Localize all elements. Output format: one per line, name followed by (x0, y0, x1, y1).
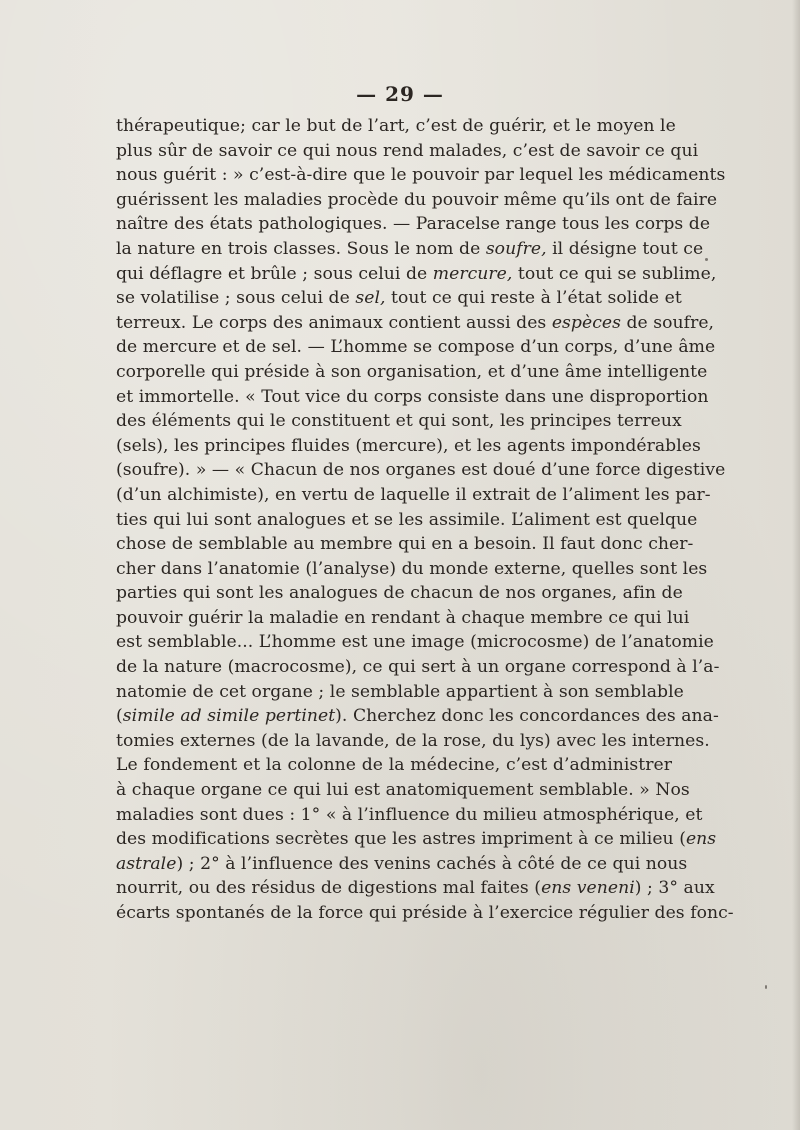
text-line (116, 876, 715, 901)
italic-text: simile ad simile pertinet (122, 706, 336, 727)
text-line (116, 212, 711, 237)
text-line (116, 630, 714, 655)
page-number: — 29 — (356, 82, 444, 106)
text-line (116, 237, 704, 262)
text-line (116, 409, 682, 434)
text-segment: se volatilise ; sous celui de (116, 288, 356, 309)
text-line (116, 262, 717, 287)
text-segment: nourrit, ou des résidus de digestions mal faites ( (116, 878, 542, 899)
text-segment: guérissent les maladies procède du pouvoir même qu’ils ont de faire (116, 189, 718, 210)
body-text (116, 114, 734, 926)
text-line (116, 508, 698, 533)
italic-text: espèces (551, 312, 621, 333)
text-line (116, 803, 703, 828)
text-segment: ( (116, 706, 123, 727)
text-segment: terreux. Le corps des animaux contient aussi des (116, 312, 552, 333)
text-segment: maladies sont dues : 1° « à l’influence du milieu atmosphérique, et (116, 804, 703, 825)
text-line (116, 458, 726, 483)
text-segment: écarts spontanés de la force qui préside à l’exercice régulier des fonc- (116, 903, 734, 923)
text-line (116, 483, 711, 508)
text-line (116, 163, 726, 188)
italic-text: ens (685, 829, 717, 850)
text-segment: la nature en trois classes. Sous le nom de (116, 238, 486, 259)
text-segment: il désigne tout ce (546, 238, 704, 259)
text-segment: des éléments qui le constituent et qui sont, les principes terreux (116, 411, 682, 432)
text-segment: tout ce qui se sublime, (512, 263, 717, 284)
paper-speck (765, 985, 767, 989)
text-segment: Le fondement et la colonne de la médecine, c’est d’administrer (116, 755, 672, 776)
italic-text: soufre, (485, 238, 547, 259)
text-segment: parties qui sont les analogues de chacun de nos organes, afin de (116, 583, 683, 604)
text-segment: ties qui lui sont analogues et se les assimile. L’aliment est quelque (116, 509, 698, 530)
text-segment: de soufre, (620, 312, 715, 333)
text-segment: des modifications secrètes que les astres impriment à ce milieu ( (116, 829, 686, 850)
page-edge-shadow (792, 0, 800, 1130)
text-line (116, 753, 672, 778)
text-line (116, 385, 709, 410)
text-segment: plus sûr de savoir ce qui nous rend malades, c’est de savoir ce qui (116, 140, 699, 161)
text-segment: tout ce qui reste à l’état solide et (385, 288, 682, 309)
text-segment: (soufre). » — « Chacun de nos organes est doué d’une force digestive (116, 460, 726, 481)
text-line (116, 655, 720, 680)
italic-text: ens veneni (541, 878, 635, 899)
text-line (116, 680, 684, 705)
text-segment: tomies externes (de la lavande, de la rose, du lys) avec les internes. (116, 730, 710, 751)
text-segment: thérapeutique; car le but de l’art, c’est de guérir, et le moyen le (116, 116, 676, 136)
text-line (116, 729, 710, 754)
text-segment: naître des états pathologiques. — Paracelse range tous les corps de (116, 214, 711, 235)
text-line (116, 335, 716, 360)
text-line (116, 581, 683, 606)
text-line (116, 606, 690, 631)
text-segment: et immortelle. « Tout vice du corps consiste dans une disproportion (116, 386, 709, 407)
text-line (116, 139, 699, 164)
italic-text: mercure, (432, 263, 513, 284)
text-segment: qui déflagre et brûle ; sous celui de (116, 263, 433, 284)
text-line (116, 434, 701, 459)
text-line (116, 901, 734, 926)
italic-text: sel, (355, 288, 386, 309)
text-line (116, 114, 676, 139)
text-line (116, 557, 708, 582)
text-segment: (sels), les principes fluides (mercure), et les agents impondérables (116, 435, 701, 456)
text-line (116, 778, 690, 803)
text-segment: ). Cherchez donc les concordances des ana- (335, 706, 719, 727)
text-line (116, 360, 708, 385)
text-segment: corporelle qui préside à son organisation, et d’une âme intelligente (116, 361, 708, 382)
text-segment: chose de semblable au membre qui en a besoin. Il faut donc cher- (116, 534, 694, 555)
text-segment: est semblable... L’homme est une image (microcosme) de l’anatomie (116, 632, 714, 653)
text-line (116, 852, 688, 877)
text-segment: pouvoir guérir la maladie en rendant à chaque membre ce qui lui (116, 607, 690, 628)
text-segment: de mercure et de sel. — L’homme se compose d’un corps, d’une âme (116, 337, 716, 358)
text-line (116, 704, 719, 729)
text-segment: ) ; 2° à l’influence des venins cachés à côté de ce qui nous (176, 853, 688, 874)
text-segment: à chaque organe ce qui lui est anatomiquement semblable. » Nos (116, 780, 690, 801)
text-segment: (d’un alchimiste), en vertu de laquelle il extrait de l’aliment les par- (116, 484, 711, 505)
text-line (116, 532, 694, 557)
text-line (116, 311, 715, 336)
italic-text: astrale (116, 853, 177, 874)
text-segment: natomie de cet organe ; le semblable appartient à son semblable (116, 681, 684, 702)
text-line (116, 286, 682, 311)
text-line (116, 188, 718, 213)
text-segment: ) ; 3° aux (634, 878, 715, 899)
text-line (116, 827, 717, 852)
text-segment: nous guérit : » c’est-à-dire que le pouvoir par lequel les médicaments (116, 165, 726, 186)
text-segment: de la nature (macrocosme), ce qui sert à un organe correspond à l’a- (116, 657, 720, 678)
text-segment: cher dans l’anatomie (l’analyse) du monde externe, quelles sont les (116, 558, 708, 579)
paper-speck (705, 258, 708, 261)
